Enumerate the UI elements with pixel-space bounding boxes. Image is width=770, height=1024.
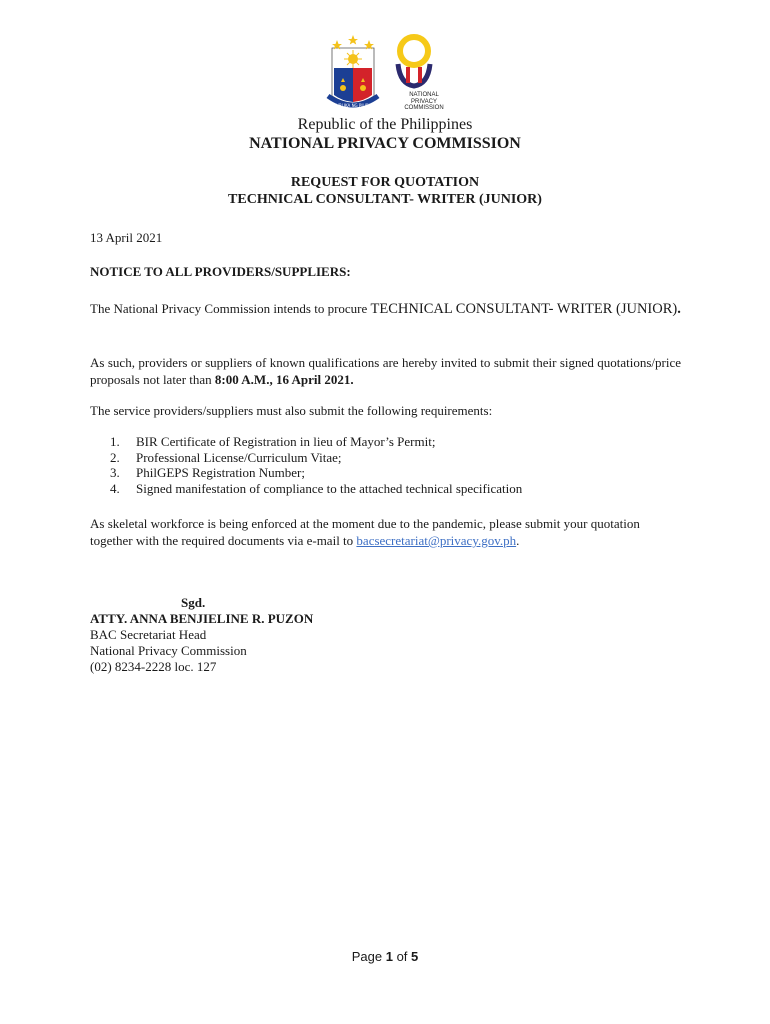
list-item-text: Professional License/Curriculum Vitae; <box>136 449 342 465</box>
list-item-text: PhilGEPS Registration Number; <box>136 465 305 480</box>
page-total: 5 <box>411 949 419 964</box>
invite-text: As such, providers or suppliers of known qualifications are hereby invited to submit their signed quotations/price proposals not later than <box>90 355 681 387</box>
requirements-list <box>110 434 522 496</box>
page-word: Page <box>351 949 383 964</box>
signatory-name: ATTY. ANNA BENJIELINE R. PUZON <box>90 611 314 626</box>
signatory-phone: (02) 8234-2228 loc. 127 <box>90 659 217 674</box>
npc-logo-line: COMMISSION <box>404 105 444 111</box>
npc-logo-line: PRIVACY <box>411 98 437 105</box>
list-item <box>110 465 522 481</box>
procurement-item: TECHNICAL CONSULTANT- WRITER (JUNIOR) <box>370 301 678 317</box>
of-word: of <box>396 949 408 964</box>
intro-paragraph <box>90 300 681 318</box>
deadline: 8:00 A.M., 16 April 2021. <box>214 372 354 387</box>
list-item-number: 3. <box>110 465 120 480</box>
list-item-number: 1. <box>110 434 120 449</box>
seal-ribbon-text: REPUBLIKA NG PILIPINAS <box>328 103 378 108</box>
page-footer <box>0 949 770 964</box>
npc-logo-line: NATIONAL <box>409 92 439 98</box>
closing-end: . <box>516 533 520 548</box>
signatory-position: BAC Secretariat Head <box>90 627 207 642</box>
page-number: 1 <box>385 949 393 964</box>
npc-logo-wordmark <box>402 92 446 112</box>
list-item <box>110 481 522 497</box>
invite-paragraph <box>90 354 681 388</box>
email-link[interactable]: bacsecretariat@privacy.gov.ph <box>356 533 517 548</box>
list-item-number: 2. <box>110 449 120 465</box>
document-date: 13 April 2021 <box>90 230 163 245</box>
document-subtitle: TECHNICAL CONSULTANT- WRITER (JUNIOR) <box>228 192 542 207</box>
republic-heading: Republic of the Philippines <box>297 116 473 133</box>
intro-text: The National Privacy Commission intends to procure <box>90 301 371 316</box>
document-title: REQUEST FOR QUOTATION <box>290 175 480 190</box>
closing-text: As skeletal workforce is being enforced at the moment due to the pandemic, please submit your quotation together with the required documents via e-mail to <box>90 516 640 548</box>
agency-heading: NATIONAL PRIVACY COMMISSION <box>249 135 521 152</box>
signatory-office: National Privacy Commission <box>90 643 247 658</box>
signature-mark: Sgd. <box>181 595 206 610</box>
closing-paragraph <box>90 515 685 549</box>
seal-stars <box>332 35 374 50</box>
list-item <box>110 434 522 450</box>
list-item <box>110 450 522 466</box>
list-item-number: 4. <box>110 480 120 496</box>
list-item-text: Signed manifestation of compliance to the attached technical specification <box>136 480 523 496</box>
requirements-intro: The service providers/suppliers must also submit the following requirements: <box>90 403 493 418</box>
intro-end: . <box>677 301 681 317</box>
header-logos <box>322 34 442 114</box>
notice-heading: NOTICE TO ALL PROVIDERS/SUPPLIERS: <box>90 264 351 279</box>
seal-shield <box>332 48 374 103</box>
list-item-text: BIR Certificate of Registration in lieu of Mayor’s Permit; <box>136 434 436 449</box>
